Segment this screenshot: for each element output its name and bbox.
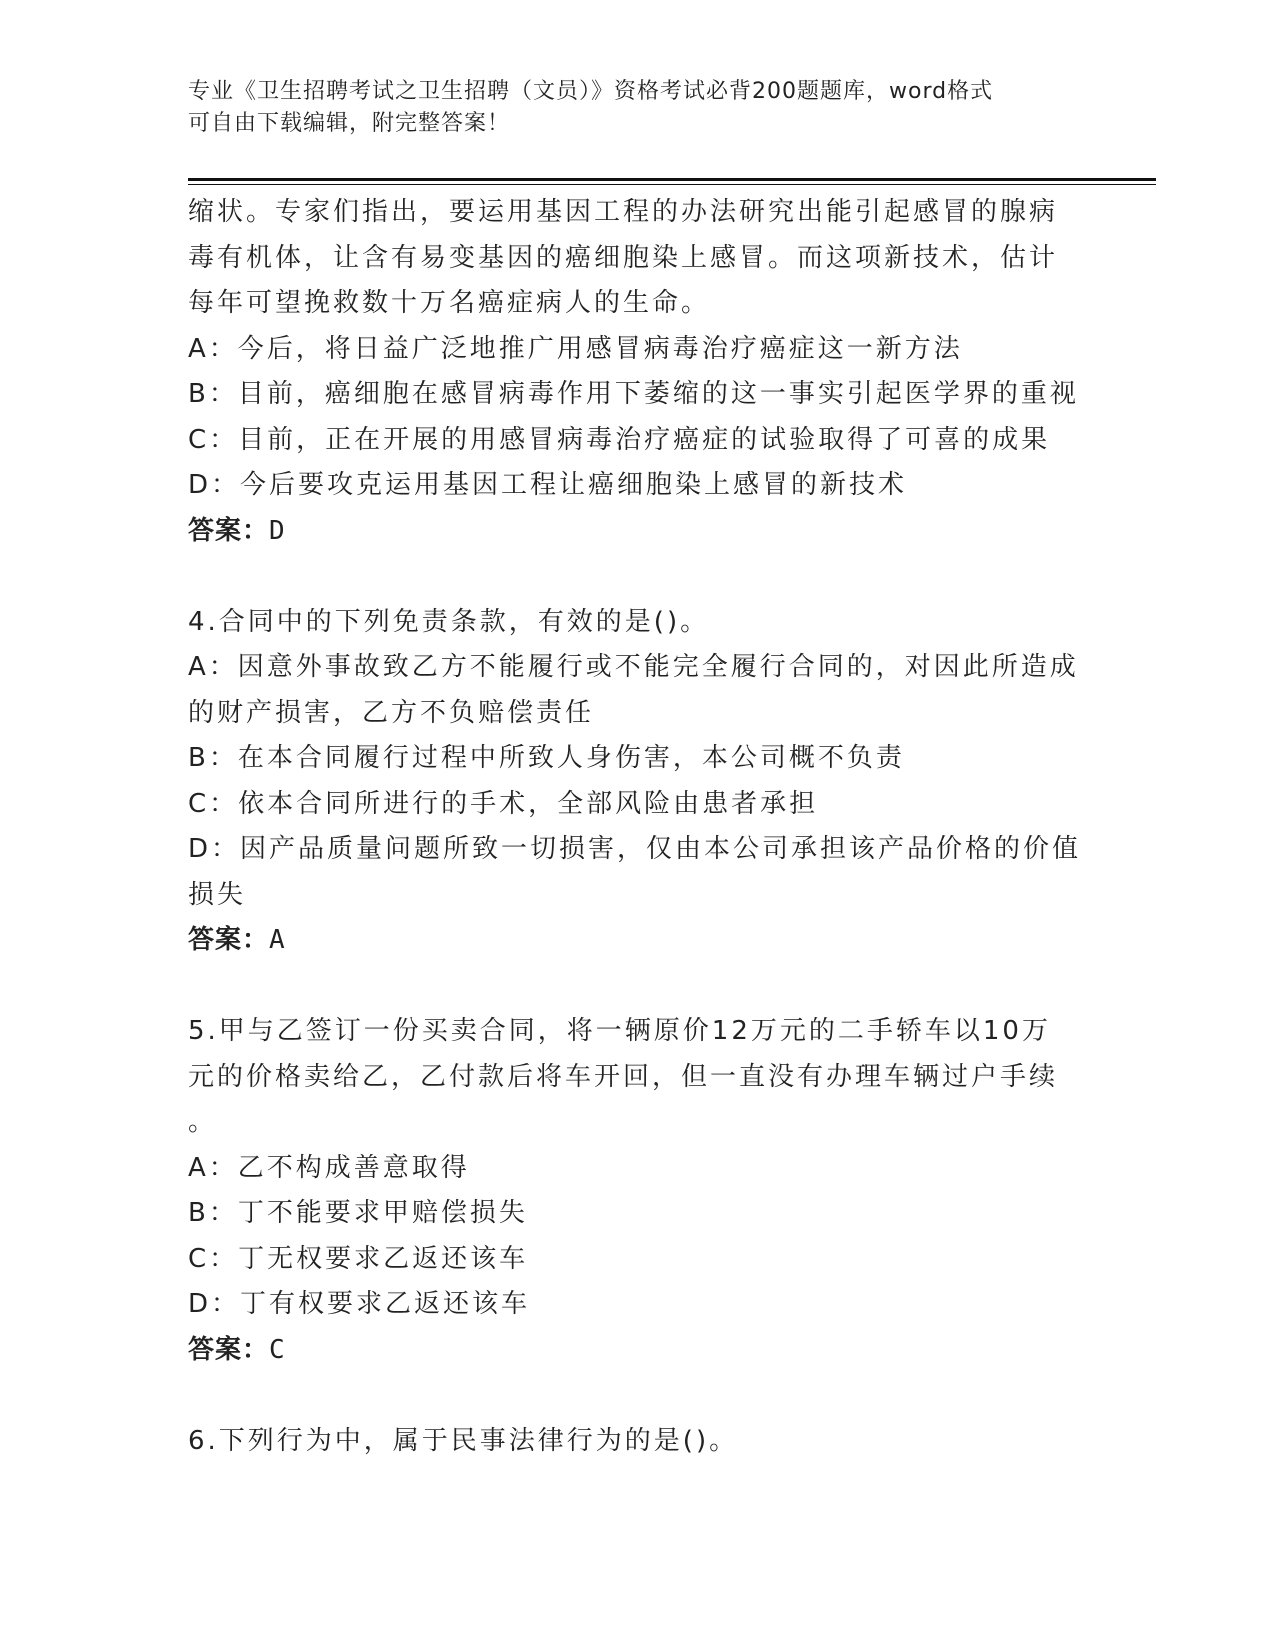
question-3-stem-line: 毒有机体，让含有易变基因的癌细胞染上感冒。而这项新技术，估计 [188,242,1059,273]
header-divider-thick [188,178,1156,181]
answer-value: A [269,925,286,955]
spacer [188,1373,1088,1419]
question-3-option-a: A：今后，将日益广泛地推广用感冒病毒治疗癌症这一新方法 [188,333,963,364]
question-4 [188,600,1088,964]
header-title-line-1: 专业《卫生招聘考试之卫生招聘（文员）》资格考试必背200题题库，word格式 [188,79,994,104]
question-5-answer [188,1328,1088,1374]
question-4-option-c: C：依本合同所进行的手术，全部风险由患者承担 [188,788,819,819]
question-5-option-c: C：丁无权要求乙返还该车 [188,1243,529,1274]
page-header [188,76,1068,140]
question-3-option-b: B：目前，癌细胞在感冒病毒作用下萎缩的这一事实引起医学界的重视 [188,379,1079,409]
question-5-option-a: A：乙不构成善意取得 [188,1152,470,1183]
header-divider-thin [188,184,1156,185]
question-4-option-a: A：因意外事故致乙方不能履行或不能完全履行合同的，对因此所造成 [188,652,1079,682]
spacer [188,554,1088,600]
answer-value: C [269,1334,286,1365]
question-5 [188,1009,1088,1373]
question-3-tail [188,190,1088,554]
question-4-option-d: D：因产品质量问题所致一切损害，仅由本公司承担该产品价格的价值 [188,834,1082,864]
question-4-stem: 4.合同中的下列免责条款，有效的是()。 [188,606,710,637]
question-3-option-d: D：今后要攻克运用基因工程让癌细胞染上感冒的新技术 [188,470,908,500]
question-3-answer [188,509,1088,555]
question-5-stem-line: 。 [188,1107,218,1137]
question-content [188,190,1088,1464]
spacer [188,964,1088,1010]
question-6 [188,1419,1088,1465]
question-3-stem-line: 缩状。专家们指出，要运用基因工程的办法研究出能引起感冒的腺病 [188,197,1059,227]
question-5-stem-line: 元的价格卖给乙，乙付款后将车开回，但一直没有办理车辆过户手续 [188,1061,1059,1092]
answer-label: 答案： [188,925,270,955]
question-4-answer [188,918,1088,964]
question-4-option-a-cont: 的财产损害，乙方不负赔偿责任 [188,697,595,728]
question-5-stem-line: 5.甲与乙签订一份买卖合同，将一辆原价12万元的二手轿车以10万 [188,1016,1051,1046]
question-4-option-d-cont: 损失 [188,879,247,910]
header-title-line-2: 可自由下载编辑，附完整答案！ [188,111,511,136]
answer-label: 答案： [188,515,270,546]
answer-value: D [269,515,286,546]
question-4-option-b: B：在本合同履行过程中所致人身伤害，本公司概不负责 [188,743,905,773]
question-3-option-c: C：目前，正在开展的用感冒病毒治疗癌症的试验取得了可喜的成果 [188,424,1051,455]
question-3-stem-line: 每年可望挽救数十万名癌症病人的生命。 [188,288,711,318]
answer-label: 答案： [188,1334,270,1365]
question-6-stem: 6.下列行为中，属于民事法律行为的是()。 [188,1425,739,1456]
question-5-option-b: B：丁不能要求甲赔偿损失 [188,1198,528,1228]
question-5-option-d: D：丁有权要求乙返还该车 [188,1289,531,1319]
